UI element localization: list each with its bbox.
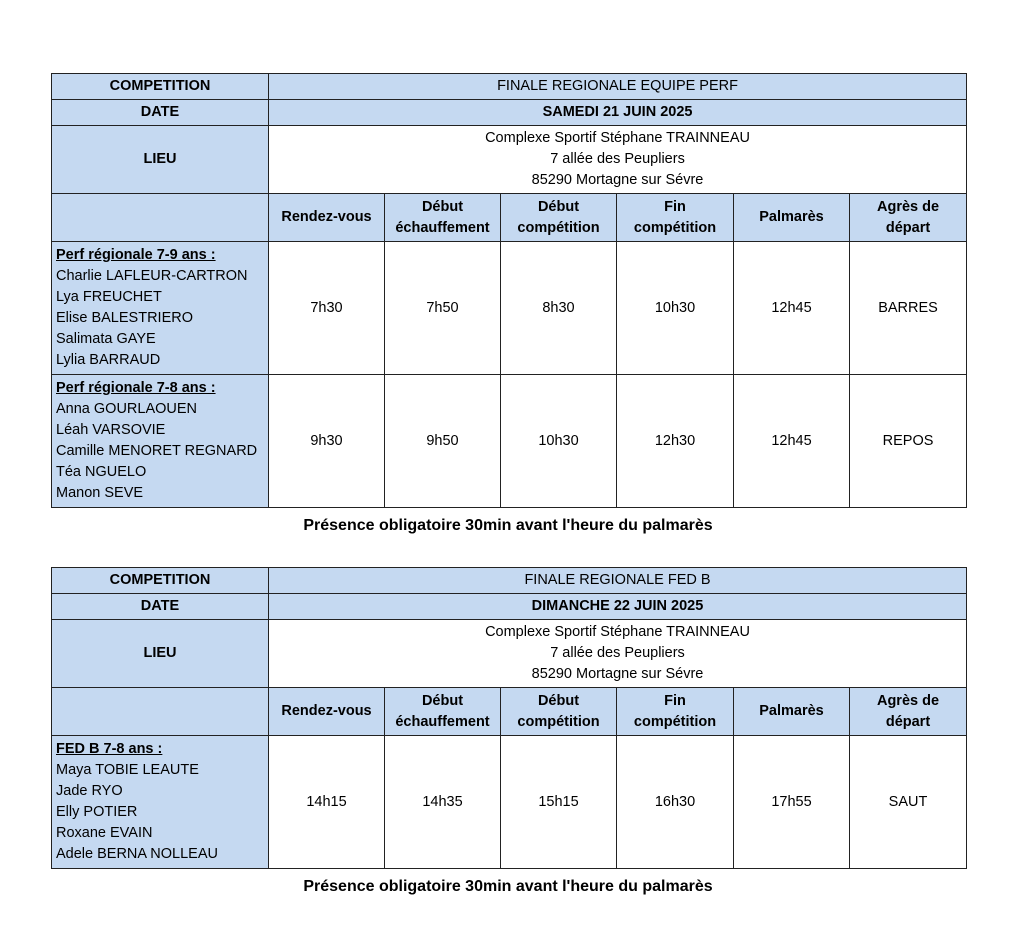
table-row [52,375,967,508]
gymnast-name: Téa NGUELO [56,464,147,480]
competition-value: FINALE REGIONALE FED B [269,568,967,594]
debut-competition-time: 10h30 [501,375,617,508]
debut-competition-time: 15h15 [501,736,617,869]
gymnast-name: Elly POTIER [56,804,138,820]
lieu-line-venue: Complexe Sportif Stéphane TRAINNEAU [485,624,750,640]
schedule-table-2 [51,567,967,869]
palmares-time: 12h45 [734,375,850,508]
date-label: DATE [52,594,269,620]
group-title: Perf régionale 7-8 ans : [56,380,216,396]
lieu-label: LIEU [52,126,269,194]
gymnast-name: Manon SEVE [56,485,144,501]
rendez-vous-time: 14h15 [269,736,385,869]
gymnast-name: Maya TOBIE LEAUTE [56,762,199,778]
gymnast-name: Léah VARSOVIE [56,422,166,438]
debut-echauffement-time: 14h35 [385,736,501,869]
gymnast-name: Adele BERNA NOLLEAU [56,846,218,862]
debut-echauffement-time: 7h50 [385,242,501,375]
date-value: SAMEDI 21 JUIN 2025 [269,100,967,126]
attendance-note: Présence obligatoire 30min avant l'heure du palmarès [303,517,713,534]
fin-competition-time: 16h30 [617,736,734,869]
competition-label: COMPETITION [52,568,269,594]
gymnast-name: Charlie LAFLEUR-CARTRON [56,268,248,284]
header-rendez-vous: Rendez-vous [269,194,385,242]
header-agres-depart: Agrès de départ [850,688,967,736]
rendez-vous-time: 9h30 [269,375,385,508]
lieu-address [269,126,967,194]
group-title: Perf régionale 7-9 ans : [56,247,216,263]
debut-competition-time: 8h30 [501,242,617,375]
palmares-time: 12h45 [734,242,850,375]
header-palmares: Palmarès [734,688,850,736]
gymnast-name: Camille MENORET REGNARD [56,443,258,459]
table-row [52,242,967,375]
gymnast-name: Lylia BARRAUD [56,352,161,368]
debut-echauffement-time: 9h50 [385,375,501,508]
lieu-label: LIEU [52,620,269,688]
header-empty-cell [52,688,269,736]
date-label: DATE [52,100,269,126]
gymnast-name: Elise BALESTRIERO [56,310,193,326]
header-palmares: Palmarès [734,194,850,242]
agres-depart: BARRES [850,242,967,375]
header-rendez-vous: Rendez-vous [269,688,385,736]
header-agres-depart: Agrès de départ [850,194,967,242]
attendance-note: Présence obligatoire 30min avant l'heure du palmarès [303,878,713,895]
group-cell [52,242,269,375]
table-row [52,736,967,869]
gymnast-name: Salimata GAYE [56,331,156,347]
header-debut-competition: Début compétition [501,194,617,242]
palmares-time: 17h55 [734,736,850,869]
header-debut-competition: Début compétition [501,688,617,736]
agres-depart: REPOS [850,375,967,508]
group-cell [52,375,269,508]
group-cell [52,736,269,869]
schedule-table-1 [51,73,967,508]
gymnast-name: Roxane EVAIN [56,825,153,841]
header-empty-cell [52,194,269,242]
agres-depart: SAUT [850,736,967,869]
gymnast-name: Lya FREUCHET [56,289,162,305]
header-fin-competition: Fin compétition [617,688,734,736]
fin-competition-time: 10h30 [617,242,734,375]
competition-value: FINALE REGIONALE EQUIPE PERF [269,74,967,100]
gymnast-name: Jade RYO [56,783,123,799]
group-title: FED B 7-8 ans : [56,741,163,757]
lieu-line-venue: Complexe Sportif Stéphane TRAINNEAU [485,130,750,146]
fin-competition-time: 12h30 [617,375,734,508]
lieu-line-city: 85290 Mortagne sur Sévre [531,172,704,188]
competition-label: COMPETITION [52,74,269,100]
lieu-line-street: 7 allée des Peupliers [550,645,685,661]
date-value: DIMANCHE 22 JUIN 2025 [269,594,967,620]
header-debut-echauffement: Début échauffement [385,688,501,736]
header-debut-echauffement: Début échauffement [385,194,501,242]
rendez-vous-time: 7h30 [269,242,385,375]
lieu-address [269,620,967,688]
header-fin-competition: Fin compétition [617,194,734,242]
lieu-line-street: 7 allée des Peupliers [550,151,685,167]
gymnast-name: Anna GOURLAOUEN [56,401,198,417]
lieu-line-city: 85290 Mortagne sur Sévre [531,666,704,682]
